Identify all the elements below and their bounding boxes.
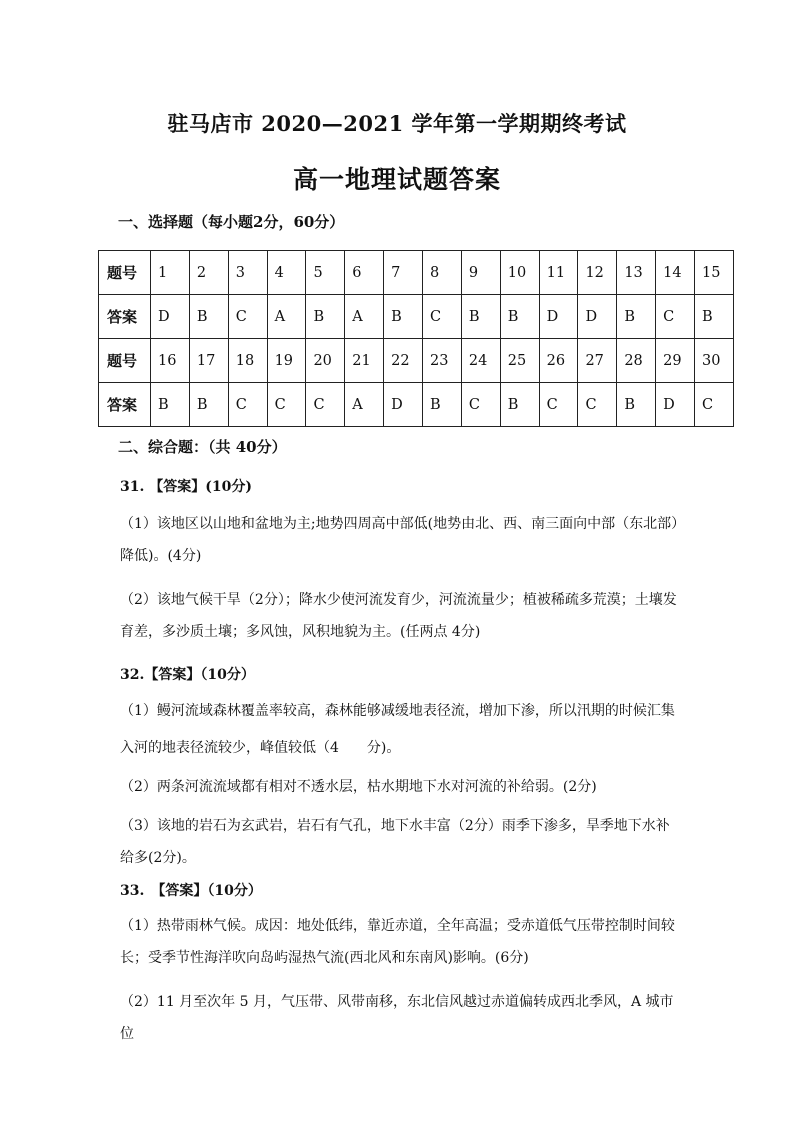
question-number-cell: 16 bbox=[151, 339, 190, 383]
answer-table bbox=[98, 250, 734, 427]
answer-cell: C bbox=[578, 383, 617, 427]
question-number-cell: 30 bbox=[695, 339, 734, 383]
question-number-cell: 4 bbox=[267, 251, 306, 295]
question-number-cell: 12 bbox=[578, 251, 617, 295]
question-number-cell: 21 bbox=[345, 339, 384, 383]
answer-cell: B bbox=[617, 383, 656, 427]
answer-cell: B bbox=[500, 383, 539, 427]
answer-cell: D bbox=[656, 383, 695, 427]
answer-cell: B bbox=[695, 295, 734, 339]
question-number-cell: 25 bbox=[500, 339, 539, 383]
question-number-cell: 9 bbox=[461, 251, 500, 295]
question-number-cell: 7 bbox=[384, 251, 423, 295]
question-number-cell: 23 bbox=[423, 339, 462, 383]
answer-cell: A bbox=[267, 295, 306, 339]
answer-cell: C bbox=[306, 383, 345, 427]
answer-cell: D bbox=[384, 383, 423, 427]
q31-part1 bbox=[120, 508, 686, 572]
document-subtitle: 高一地理试题答案 bbox=[292, 165, 501, 194]
answer-cell: B bbox=[500, 295, 539, 339]
answer-cell: C bbox=[423, 295, 462, 339]
text-line: （1）该地区以山地和盆地为主;地势四周高中部低(地势由北、西、南三面向中部（东北部） bbox=[120, 516, 686, 532]
text-line: 降低)。(4分) bbox=[120, 548, 202, 564]
answer-cell: B bbox=[306, 295, 345, 339]
answer-cell: D bbox=[578, 295, 617, 339]
answer-cell: C bbox=[267, 383, 306, 427]
question-number-row bbox=[99, 339, 734, 383]
text-line: （1）鳗河流域森林覆盖率较高，森林能够减缓地表径流，增加下渗，所以汛期的时候汇集 bbox=[120, 703, 675, 719]
question-number-cell: 20 bbox=[306, 339, 345, 383]
question-number-cell: 3 bbox=[228, 251, 267, 295]
answer-cell: D bbox=[539, 295, 578, 339]
question-number-cell: 2 bbox=[189, 251, 228, 295]
row-label-answer: 答案 bbox=[99, 383, 151, 427]
answer-cell: A bbox=[345, 383, 384, 427]
q31-part2 bbox=[120, 584, 680, 648]
answer-cell: A bbox=[345, 295, 384, 339]
answer-cell: D bbox=[151, 295, 190, 339]
question-number-cell: 11 bbox=[539, 251, 578, 295]
question-number-cell: 5 bbox=[306, 251, 345, 295]
section-heading-choice: 一、选择题（每小题2分，60分） bbox=[118, 213, 345, 231]
q33-part2 bbox=[120, 986, 680, 1050]
question-number-cell: 28 bbox=[617, 339, 656, 383]
question-number-cell: 27 bbox=[578, 339, 617, 383]
answer-cell: C bbox=[228, 383, 267, 427]
q32-part2 bbox=[120, 771, 680, 803]
answer-cell: C bbox=[695, 383, 734, 427]
text-line: 给多(2分)。 bbox=[120, 850, 196, 866]
answer-cell: B bbox=[189, 295, 228, 339]
question-number-cell: 15 bbox=[695, 251, 734, 295]
answer-cell: C bbox=[228, 295, 267, 339]
question-number-cell: 19 bbox=[267, 339, 306, 383]
text-line: （3）该地的岩石为玄武岩，岩石有气孔，地下水丰富（2分）雨季下渗多，旱季地下水补 bbox=[120, 818, 670, 834]
answer-cell: C bbox=[656, 295, 695, 339]
document-title: 驻马店市 2020—2021 学年第一学期期终考试 bbox=[167, 111, 627, 136]
answer-cell: B bbox=[189, 383, 228, 427]
row-label-question: 题号 bbox=[99, 251, 151, 295]
answer-cell: B bbox=[617, 295, 656, 339]
text-line: 入河的地表径流较少，峰值较低（4 分)。 bbox=[120, 740, 401, 756]
question-number-cell: 8 bbox=[423, 251, 462, 295]
question-number-cell: 1 bbox=[151, 251, 190, 295]
q32-part3 bbox=[120, 810, 680, 874]
answer-cell: C bbox=[461, 383, 500, 427]
question-number-cell: 14 bbox=[656, 251, 695, 295]
question-number-cell: 18 bbox=[228, 339, 267, 383]
answer-cell: B bbox=[423, 383, 462, 427]
question-number-cell: 29 bbox=[656, 339, 695, 383]
question-number-cell: 22 bbox=[384, 339, 423, 383]
q32-part1 bbox=[120, 693, 680, 767]
row-label-answer: 答案 bbox=[99, 295, 151, 339]
question-number-cell: 13 bbox=[617, 251, 656, 295]
question-number-row bbox=[99, 251, 734, 295]
row-label-question: 题号 bbox=[99, 339, 151, 383]
section-heading-comprehensive: 二、综合题：（共 40分） bbox=[118, 438, 287, 456]
answer-cell: B bbox=[384, 295, 423, 339]
text-line: （1）热带雨林气候。成因：地处低纬，靠近赤道，全年高温；受赤道低气压带控制时间较 bbox=[120, 918, 675, 934]
answer-cell: B bbox=[151, 383, 190, 427]
answer-cell: C bbox=[539, 383, 578, 427]
answer-row bbox=[99, 295, 734, 339]
q32-heading: 32.【答案】（10分） bbox=[120, 667, 255, 683]
text-line: 育差，多沙质土壤；多风蚀，风积地貌为主。(任两点 4分) bbox=[120, 624, 481, 640]
answer-row bbox=[99, 383, 734, 427]
question-number-cell: 24 bbox=[461, 339, 500, 383]
text-line: （2）该地气候干旱（2分）；降水少使河流发育少，河流流量少；植被稀疏多荒漠；土壤发 bbox=[120, 592, 677, 608]
text-line: （2）两条河流流域都有相对不透水层，枯水期地下水对河流的补给弱。(2分) bbox=[120, 779, 597, 795]
answer-cell: B bbox=[461, 295, 500, 339]
text-line: （2）11 月至次年 5 月，气压带、风带南移，东北信风越过赤道偏转成西北季风，A 城市位 bbox=[120, 994, 674, 1042]
question-number-cell: 10 bbox=[500, 251, 539, 295]
question-number-cell: 6 bbox=[345, 251, 384, 295]
question-number-cell: 26 bbox=[539, 339, 578, 383]
question-number-cell: 17 bbox=[189, 339, 228, 383]
q31-heading: 31. 【答案】(10分) bbox=[120, 479, 252, 495]
text-line: 长；受季节性海洋吹向岛屿湿热气流(西北风和东南风)影响。(6分) bbox=[120, 950, 529, 966]
q33-heading: 33. 【答案】（10分） bbox=[120, 883, 262, 899]
q33-part1 bbox=[120, 910, 680, 974]
